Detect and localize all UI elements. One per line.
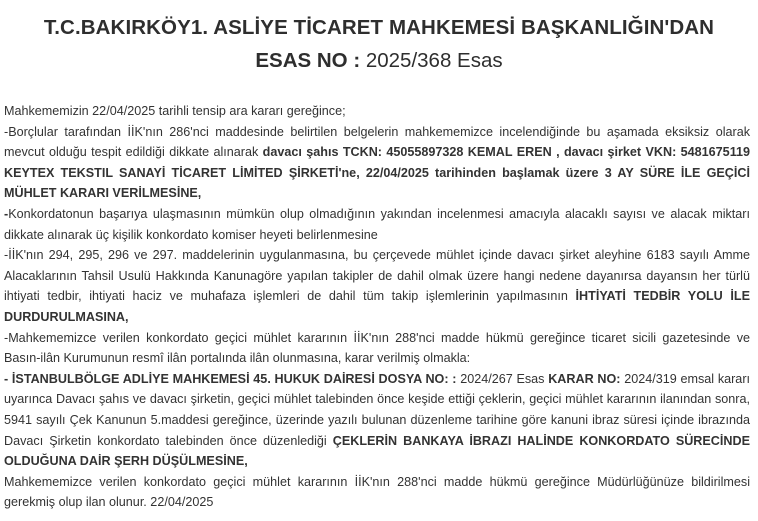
injunction-bold: İHTİYATİ TEDBİR YOLU İLE DURDURULMASINA, <box>4 289 750 324</box>
paragraph-closing: Mahkememizce verilen konkordato geçici mühlet kararının İİK'nın 288'nci madde hükmü gereğince Müdürlüğünüze bildirilmesi gerekmiş olup ilan olunur. 22/04/2025 <box>4 474 750 510</box>
appeal-court-ref: - İSTANBULBÖLGE ADLİYE MAHKEMESİ 45. HUKUK DAİRESİ DOSYA NO: : <box>4 371 457 386</box>
appeal-karar-label: KARAR NO: <box>548 371 621 386</box>
appeal-esas: 2024/267 Esas <box>456 371 549 386</box>
esas-value: 2025/368 Esas <box>360 49 503 72</box>
injunction-text: -İİK'nın 294, 295, 296 ve 297. maddelerinin uygulanmasına, bu çerçevede mühlet içinde davacı şirket aleyhine 6183 sayılı Amme Alacaklarının Tahsil Usulü Hakkında Kanunagöre yapılan takipler de dahil olmak üzere hangi nedene dayanırsa dayansın her türlü ihtiyati tedbir, ihtiyati haciz ve muhafaza işlemleri de dahil tüm takip işlemlerinin yapılmasının <box>4 248 750 304</box>
paragraph-publication: -Mahkememizce verilen konkordato geçici mühlet kararının İİK'nın 288'nci madde hükmü gereğince ticaret sicili gazetesinde ve Basın-ilân Kurumunun resmî ilân portalında ilân olunmasına, karar verilmiş olmakla: <box>4 330 750 366</box>
commissioner-dash: - <box>4 206 9 221</box>
paragraph-intro: Mahkememizin 22/04/2025 tarihli tensip ara kararı gereğince; <box>4 104 346 118</box>
paragraph-interim-decision <box>4 122 750 204</box>
paragraph-injunction <box>4 245 750 327</box>
commissioner-text: Konkordatonun başarıya ulaşmasının mümkün olup olmadığının yakından incelenmesi amacıyla alacaklı sayısı ve alacak miktarı dikkate alınarak üç kişilik konkordato komiser heyeti belirlenmesine <box>4 206 750 242</box>
paragraph-commissioner <box>4 204 750 245</box>
appeal-text: 2024/319 emsal kararı uyarınca Davacı şahıs ve davacı şirketin, geçici mühlet talebinden önce keşide ettiği çeklerin, geçici mühlet kararının ilanından sonra, 5941 sayılı Çek Kanunun 5.maddesi gereğince, üzerinde yazılı bulunan düzenleme tarihine göre kanuni ibraz süresi içinde ibrazında Davacı Şirketin konkordato talebinden önce düzenlediği <box>4 371 751 448</box>
esas-label: ESAS NO : <box>255 49 361 72</box>
case-number-heading <box>0 49 758 73</box>
announcement-body <box>4 101 750 513</box>
court-title: T.C.BAKIRKÖY1. ASLİYE TİCARET MAHKEMESİ BAŞKANLIĞIN'DAN <box>43 16 715 39</box>
interim-decision-text: -Borçlular tarafından İİK'nın 286'nci maddesinde belirtilen belgelerin mahkememizce incelendiğinde bu aşamada eksiksiz olarak mevcut olduğu tespit edildiği dikkate alınarak <box>4 124 750 160</box>
paragraph-appeal-reference <box>4 369 750 472</box>
cheque-annotation-bold: ÇEKLERİN BANKAYA İBRAZI HALİNDE KONKORDATO SÜRECİNDE OLDUĞUNA DAİR ŞERH DÜŞÜLMESİNE, <box>4 433 750 469</box>
interim-decision-bold: davacı şahıs TCKN: 45055897328 KEMAL EREN , davacı şirket VKN: 5481675119 KEYTEX TEKSTIL SANAYİ TİCARET LİMİTED ŞİRKETİ'ne, 22/04/2025 tarihinden başlamak üzere 3 AY SÜRE İLE GEÇİCİ MÜHLET KARARI VERİLMESİNE, <box>4 145 751 201</box>
